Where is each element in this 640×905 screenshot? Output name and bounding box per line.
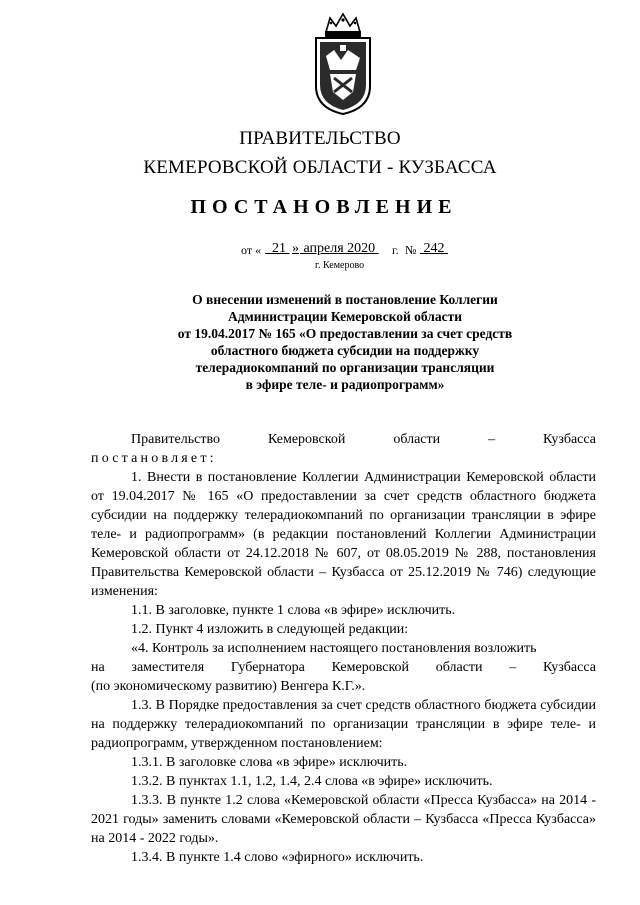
intro-line: Правительство Кемеровской области – Кузбасса — [131, 432, 596, 447]
paragraph-1-3: 1.3. В Порядке предоставления за счет средств областного бюджета субсидии на поддержку телерадиокомпаний по организации трансляции в эфире теле- и радиопрограмм, утвержденном постановлением: — [91, 698, 596, 751]
date-month-year: апреля 2020 — [303, 241, 376, 256]
quote-line-1: «4. Контроль за исполнением настоящего постановления возложить — [131, 641, 537, 656]
date-day-close: » — [292, 241, 299, 256]
document-body — [91, 430, 596, 867]
title-line: от 19.04.2017 № 165 «О предоставлении за счет средств — [177, 326, 513, 341]
document-type-heading: ПОСТАНОВЛЕНИЕ — [190, 196, 458, 218]
title-line: областного бюджета субсидии на поддержку — [210, 343, 480, 358]
paragraph-1: 1. Внести в постановление Коллегии Администрации Кемеровской области от 19.04.2017 № 165 «О предоставлении за счет средств областного бюджета субсидии на поддержку телерадиокомпаний по организации трансляции в эфире теле- и радиопрограмм» (в редакции постановлений Коллегии Администрации Кемеровской области от 24.12.2018 № 607, от 08.05.2019 № 288, постановления Правительства Кемеровской области – Кузбасса от 25.12.2019 № 746) следующие изменения: — [91, 470, 596, 599]
government-title-line2: КЕМЕРОВСКОЙ ОБЛАСТИ - КУЗБАССА — [143, 157, 497, 178]
title-line: Администрации Кемеровской области — [227, 309, 463, 324]
government-title-line1: ПРАВИТЕЛЬСТВО — [239, 128, 401, 149]
quote-line-3: (по экономическому развитию) Венгера К.Г.». — [91, 679, 366, 694]
title-line: в эфире теле- и радиопрограмм» — [245, 377, 445, 392]
paragraph-1-3-2: 1.3.2. В пунктах 1.1, 1.2, 1.4, 2.4 слова «в эфире» исключить. — [131, 774, 493, 789]
number-label: № — [405, 243, 417, 257]
title-line: телерадиокомпаний по организации трансляции — [195, 360, 495, 375]
paragraph-1-3-3: 1.3.3. В пункте 1.2 слова «Кемеровской области «Пресса Кузбасса» на 2014 - 2021 годы» заменить словами «Кемеровской области – Кузбасса «Пресса Кузбасса» на 2014 - 2022 годы». — [91, 793, 596, 846]
paragraph-1-3-4: 1.3.4. В пункте 1.4 слово «эфирного» исключить. — [131, 850, 424, 865]
paragraph-1-2: 1.2. Пункт 4 изложить в следующей редакции: — [131, 622, 409, 637]
quote-line-2: на заместителя Губернатора Кемеровской области – Кузбасса — [91, 660, 596, 675]
date-day: 21 — [272, 241, 286, 256]
paragraph-1-3-1: 1.3.1. В заголовке слова «в эфире» исключить. — [131, 755, 408, 770]
title-line: О внесении изменений в постановление Коллегии — [192, 292, 498, 307]
coat-of-arms-emblem — [312, 12, 374, 116]
document-number: 242 — [423, 241, 445, 256]
date-year-suffix: г. — [392, 243, 399, 257]
paragraph-1-1: 1.1. В заголовке, пункте 1 слова «в эфире» исключить. — [131, 603, 456, 618]
city-name: г. Кемерово — [315, 260, 365, 271]
resolve-word: постановляет: — [91, 451, 217, 466]
date-prefix: от « — [241, 243, 262, 257]
document-title — [140, 291, 550, 393]
